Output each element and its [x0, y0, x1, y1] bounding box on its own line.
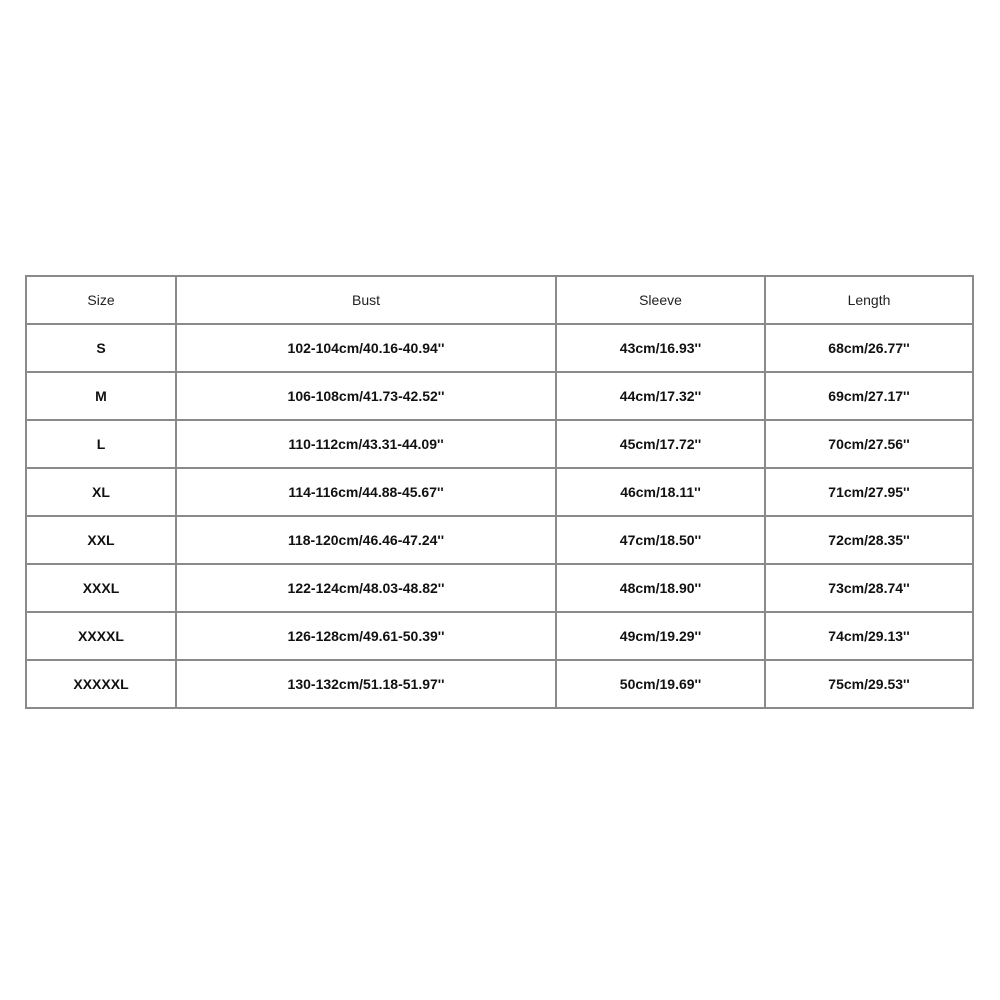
size-cell: XXXL	[26, 564, 176, 612]
size-cell: XXL	[26, 516, 176, 564]
sleeve-cell: 43cm/16.93''	[556, 324, 765, 372]
length-cell: 70cm/27.56''	[765, 420, 973, 468]
table-row	[26, 324, 973, 372]
length-cell: 68cm/26.77''	[765, 324, 973, 372]
sleeve-cell: 44cm/17.32''	[556, 372, 765, 420]
table-row	[26, 372, 973, 420]
bust-cell: 130-132cm/51.18-51.97''	[176, 660, 556, 708]
bust-cell: 110-112cm/43.31-44.09''	[176, 420, 556, 468]
header-length: Length	[765, 276, 973, 324]
bust-cell: 106-108cm/41.73-42.52''	[176, 372, 556, 420]
header-bust: Bust	[176, 276, 556, 324]
size-cell: M	[26, 372, 176, 420]
sleeve-cell: 50cm/19.69''	[556, 660, 765, 708]
sleeve-cell: 49cm/19.29''	[556, 612, 765, 660]
bust-cell: 122-124cm/48.03-48.82''	[176, 564, 556, 612]
size-cell: XL	[26, 468, 176, 516]
sleeve-cell: 47cm/18.50''	[556, 516, 765, 564]
size-cell: L	[26, 420, 176, 468]
size-cell: XXXXL	[26, 612, 176, 660]
bust-cell: 126-128cm/49.61-50.39''	[176, 612, 556, 660]
length-cell: 74cm/29.13''	[765, 612, 973, 660]
size-cell: S	[26, 324, 176, 372]
length-cell: 75cm/29.53''	[765, 660, 973, 708]
table-row	[26, 468, 973, 516]
table-row	[26, 612, 973, 660]
size-chart-table	[25, 275, 974, 709]
length-cell: 73cm/28.74''	[765, 564, 973, 612]
size-cell: XXXXXL	[26, 660, 176, 708]
length-cell: 72cm/28.35''	[765, 516, 973, 564]
bust-cell: 118-120cm/46.46-47.24''	[176, 516, 556, 564]
table-row	[26, 516, 973, 564]
sleeve-cell: 45cm/17.72''	[556, 420, 765, 468]
sleeve-cell: 46cm/18.11''	[556, 468, 765, 516]
header-sleeve: Sleeve	[556, 276, 765, 324]
header-row	[26, 276, 973, 324]
length-cell: 71cm/27.95''	[765, 468, 973, 516]
table-row	[26, 420, 973, 468]
sleeve-cell: 48cm/18.90''	[556, 564, 765, 612]
bust-cell: 102-104cm/40.16-40.94''	[176, 324, 556, 372]
table-row	[26, 564, 973, 612]
table-row	[26, 660, 973, 708]
bust-cell: 114-116cm/44.88-45.67''	[176, 468, 556, 516]
header-size: Size	[26, 276, 176, 324]
length-cell: 69cm/27.17''	[765, 372, 973, 420]
